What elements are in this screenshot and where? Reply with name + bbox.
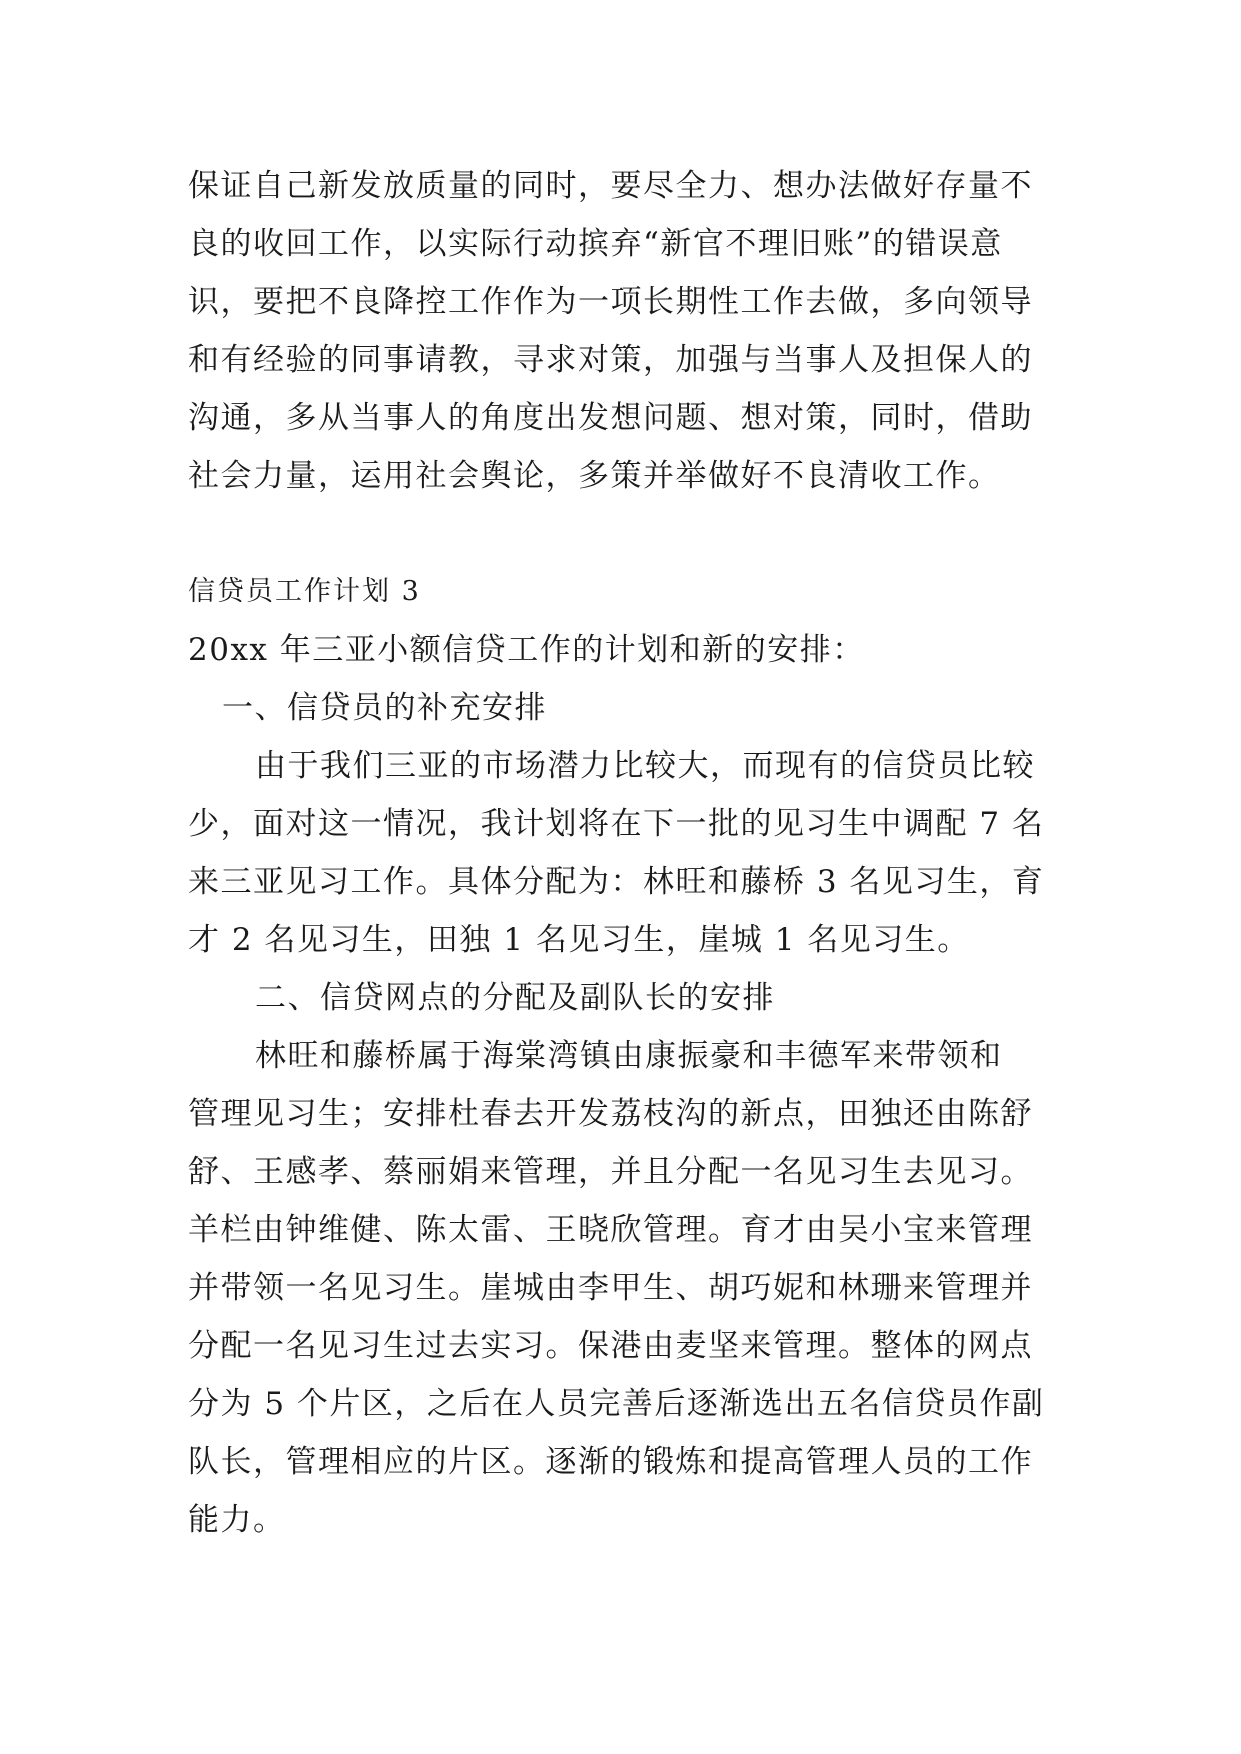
text-line: 良的收回工作，以实际行动摈弃“新官不理旧账”的错误意 <box>188 226 1003 262</box>
text-line: 并带领一名见习生。崖城由李甲生、胡巧妮和林珊来管理并 <box>188 1270 1033 1306</box>
text-line: 沟通，多从当事人的角度出发想问题、想对策，同时，借助 <box>188 400 1033 436</box>
text-line: 社会力量，运用社会舆论，多策并举做好不良清收工作。 <box>188 458 1001 494</box>
text-line: 管理见习生；安排杜春去开发荔枝沟的新点，田独还由陈舒 <box>188 1096 1033 1132</box>
text-line: 羊栏由钟维健、陈太雷、王晓欣管理。育才由吴小宝来管理 <box>188 1212 1033 1248</box>
text-line: 少，面对这一情况，我计划将在下一批的见习生中调配 7 名 <box>188 806 1045 842</box>
text-line: 和有经验的同事请教，寻求对策，加强与当事人及担保人的 <box>188 342 1033 378</box>
intro-line: 20xx 年三亚小额信贷工作的计划和新的安排： <box>188 632 865 668</box>
text-line: 能力。 <box>188 1502 286 1538</box>
text-line: 来三亚见习工作。具体分配为：林旺和藤桥 3 名见习生，育 <box>188 864 1045 900</box>
text-line: 队长，管理相应的片区。逐渐的锻炼和提高管理人员的工作 <box>188 1444 1033 1480</box>
heading-2: 二、信贷网点的分配及副队长的安排 <box>255 980 775 1016</box>
text-line: 分为 5 个片区，之后在人员完善后逐渐选出五名信贷员作副 <box>188 1386 1045 1422</box>
text-line: 分配一名见习生过去实习。保港由麦坚来管理。整体的网点 <box>188 1328 1033 1364</box>
heading-1: 一、信贷员的补充安排 <box>222 690 547 726</box>
section-title: 信贷员工作计划 3 <box>188 576 421 607</box>
text-line: 识，要把不良降控工作作为一项长期性工作去做，多向领导 <box>188 284 1033 320</box>
text-line: 林旺和藤桥属于海棠湾镇由康振豪和丰德军来带领和 <box>255 1038 1003 1074</box>
text-line: 保证自己新发放质量的同时，要尽全力、想办法做好存量不 <box>188 168 1033 204</box>
text-line: 由于我们三亚的市场潜力比较大，而现有的信贷员比较 <box>255 748 1035 784</box>
text-line: 才 2 名见习生，田独 1 名见习生，崖城 1 名见习生。 <box>188 922 970 958</box>
text-line: 舒、王感孝、蔡丽娟来管理，并且分配一名见习生去见习。 <box>188 1154 1033 1190</box>
